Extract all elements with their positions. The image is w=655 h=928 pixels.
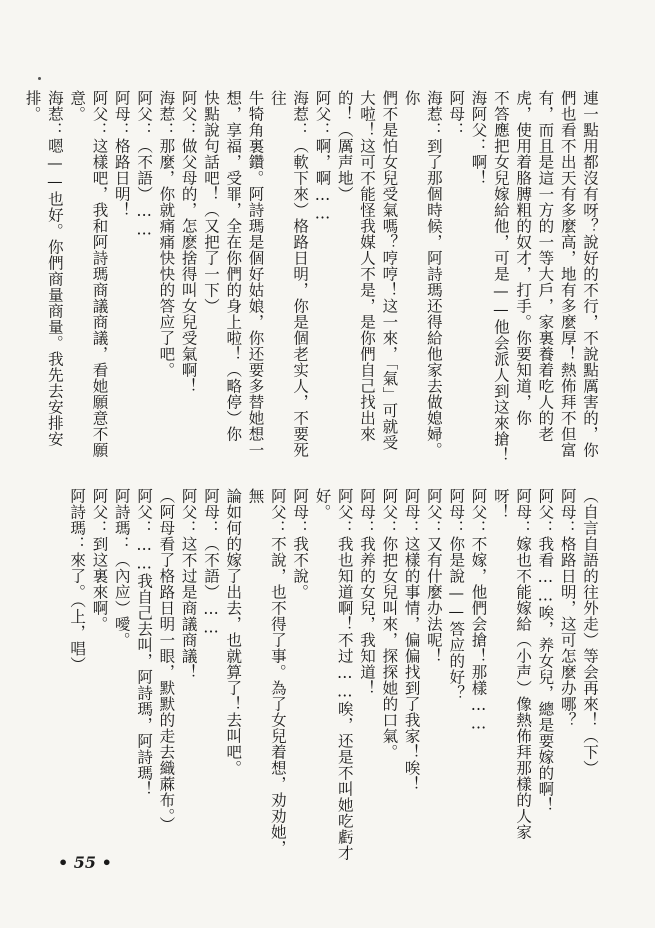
text-line: 阿父：这不过是商議商議！ [179, 488, 198, 680]
text-line: 阿詩瑪：（內应）噯。 [112, 488, 131, 648]
upper-text-block [23, 90, 601, 470]
text-line: 們也看不出天有多麼高，地有多麼厚！熱佈拜不但富 [558, 90, 577, 458]
text-line: 阿母：这樣的事情，偏偏找到了我家！唉！ [402, 488, 421, 792]
text-line: 阿母： [447, 90, 466, 138]
text-line: 大啦！这可不能怪我媒人不是，是你們自己找出來 [358, 90, 377, 442]
text-line: 阿父：不說，也不得了事。為了女兒着想，劝劝她，無 [246, 488, 287, 856]
text-line: 阿母：你是說——答应的好？ [447, 488, 466, 701]
text-line: 阿父：我也知道啊！不过……唉，还是不叫她吃虧才 [335, 488, 354, 861]
text-line: 阿父：做父母的，怎麽捨得叫女兒受氣啊！ [179, 90, 198, 394]
text-line: 不答應把女兒嫁給他，可是——他会派人到这來搶！ [491, 90, 510, 463]
text-line: 快點說句話吧！（又把了一下） [201, 90, 220, 314]
text-line: 們不是怕女兒受氣嗎？哼哼！这一來，「氣」可就受 [380, 90, 399, 451]
text-line: 阿父：你把女兒叫來，探探她的口氣。 [380, 488, 399, 760]
text-line: 阿父：我看……唉，养女兒，總是要嫁的啊！ [536, 488, 555, 813]
text-line: 的！（厲声地） [335, 90, 354, 202]
text-line: 阿詩瑪：來了。（上，唱） [68, 488, 87, 673]
text-line: 虎，使用着胳膊粗的奴才，打手。你要知道，你 [514, 90, 533, 426]
text-line: 海惹：嗯——也好。你們商量商量。我先去安排安排。 [23, 90, 64, 447]
text-line: 阿父：这樣吧，我和阿詩瑪商議商議，看她願意不願 [90, 90, 109, 458]
text-line: 阿母：我不說。 [291, 488, 310, 600]
text-line: 牛犄角裏鑽。阿詩瑪是個好姑娘，你还要多替她想一 [246, 90, 265, 458]
ink-dot [38, 77, 41, 80]
text-line: 海惹：那麼，你就痛痛快快的答应了吧。 [157, 90, 176, 378]
text-line: 阿母：（不語）…… [201, 488, 220, 637]
text-line: 阿父：啊，啊…… [313, 90, 332, 223]
text-line: 海惹：（軟下來）格路日明，你是個老实人，不要死往 [268, 90, 310, 458]
text-line: （阿母看了格路日明一眼，默默的走去織蔴布。） [157, 488, 176, 833]
text-line: 有，而且是這一方的一等大戶，家裏養着吃人的老 [536, 90, 555, 442]
text-line: 想，享福，受罪，全在你們的身上啦！（略停）你 [224, 90, 243, 442]
text-line: 好。 [313, 488, 332, 520]
text-line: 阿母：嫁也不能嫁給（小声）像熱佈拜那樣的人家呀！ [491, 488, 533, 840]
text-line: 阿父：到这裏來啊。 [90, 488, 109, 632]
text-line: 意。 [68, 90, 87, 122]
text-line: 阿父：……我自己去叫，阿詩瑪，阿詩瑪！ [135, 488, 154, 797]
text-line: （自言自語的往外走）等会再來！（下） [581, 488, 599, 776]
text-line: 阿母：格路日明，这可怎麼办哪？ [558, 488, 577, 728]
text-line: 阿父：不嫁，他們会搶！那樣…… [469, 488, 488, 733]
text-line: 阿母：我养的女兒，我知道！ [358, 488, 377, 696]
text-line: 海惹：到了那個時候，阿詩瑪还得給他家去做媳婦。你 [402, 90, 443, 458]
text-line: 連一點用都沒有呀？說好的不行，不說點厲害的，你 [581, 90, 599, 458]
text-line: 阿母：格路日明！ [112, 90, 131, 218]
text-line: 阿父：又有什麼办法呢！ [424, 488, 443, 664]
text-line: 阿父：（不語）…… [135, 90, 154, 239]
page-number: • 55 • [58, 853, 112, 872]
text-line: 論如何的嫁了出去，也就算了！去叫吧。 [224, 488, 243, 776]
text-line: 海阿父：啊！ [469, 90, 488, 186]
